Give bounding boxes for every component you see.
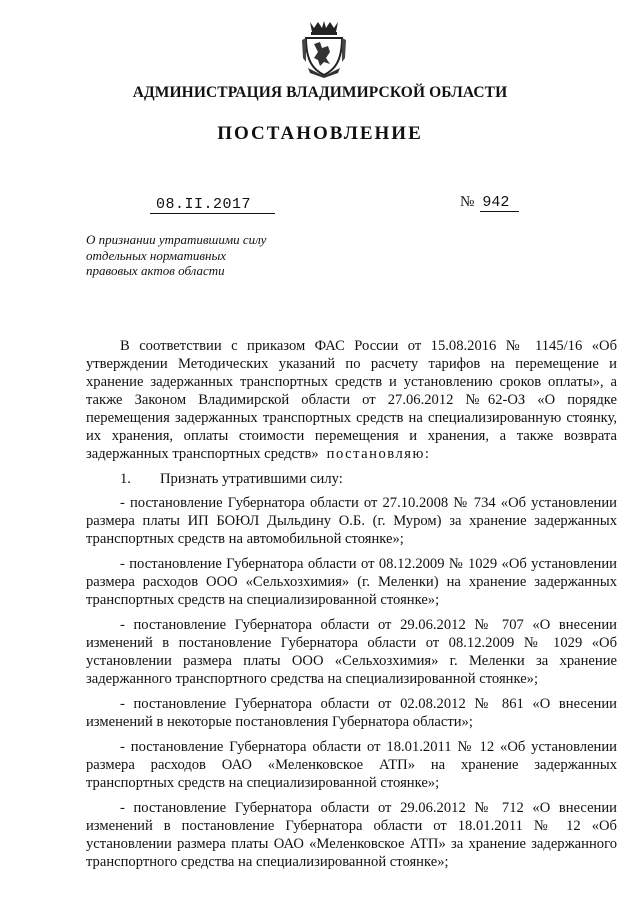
list-item: - постановление Губернатора области от 27.10.2008 № 734 «Об установлении размера платы ИП БОЮЛ Дыльдину О.Б. (г. Муром) за хранение задержанных транспортных средств на автомобильной стоянке»; (86, 495, 617, 547)
subject-line: отдельных нормативных (86, 247, 227, 263)
number-sign: № (460, 194, 475, 210)
document-type-title: ПОСТАНОВЛЕНИЕ (217, 123, 423, 144)
document-body (86, 337, 617, 878)
document-number (460, 194, 519, 211)
preamble-text: В соответствии с приказом ФАС России от 15.08.2016 № 1145/16 «Об утверждении Методических указаний по расчету тарифов на перемещение и хранение задержанных транспортных средств и установлению сроков оплаты», а также Законом Владимирской области от 27.06.2012 №62-ОЗ «О порядке перемещения задержанных транспортных средств на специализированную стоянку, их хранения, оплаты стоимости перемещения и хранения, а также возврата задержанных транспортных средств» (86, 338, 617, 462)
item-text: Признать утратившими силу: (160, 471, 343, 487)
coat-of-arms-icon (300, 18, 348, 78)
decree-word: постановляю: (326, 446, 431, 462)
item-number: 1. (120, 471, 131, 487)
list-item: - постановление Губернатора области от 02.08.2012 № 861 «О внесении изменений в некоторые постановления Губернатора области»; (86, 696, 617, 730)
list-item: - постановление Губернатора области от 29.06.2012 № 707 «О внесении изменений в постановление Губернатора области от 08.12.2009 № 1029 «Об установлении размера платы ООО «Сельхозхимия» г. Меленки за хранение задержанного транспортного средства на специализированной стоянке»; (86, 617, 617, 687)
list-item-1 (86, 470, 617, 488)
preamble-paragraph (86, 337, 617, 463)
number-value: 942 (480, 194, 519, 212)
list-item: - постановление Губернатора области от 29.06.2012 № 712 «О внесении изменений в постановление Губернатора области от 18.01.2011 № 12 «Об установлении размера платы ОАО «Меленковское АТП» за хранение задержанного транспортного средства на специализированной стоянке»; (86, 800, 617, 870)
list-item: - постановление Губернатора области от 08.12.2009 № 1029 «Об установлении размера расходов ООО «Сельхозхимия» (г. Меленки) на хранение задержанных транспортных средств на специализированной стоянке»; (86, 556, 617, 608)
document-date: 08.II.2017 (150, 196, 275, 214)
list-item: - постановление Губернатора области от 18.01.2011 № 12 «Об установлении размера расходов ОАО «Меленковское АТП» на хранение задержанных транспортных средств на специализированной стоянке»; (86, 739, 617, 791)
organization-title: АДМИНИСТРАЦИЯ ВЛАДИМИРСКОЙ ОБЛАСТИ (132, 84, 508, 101)
subject-line: О признании утратившими силу (86, 232, 267, 247)
document-subject (86, 232, 266, 279)
subject-line: правовых актов области (86, 263, 225, 278)
